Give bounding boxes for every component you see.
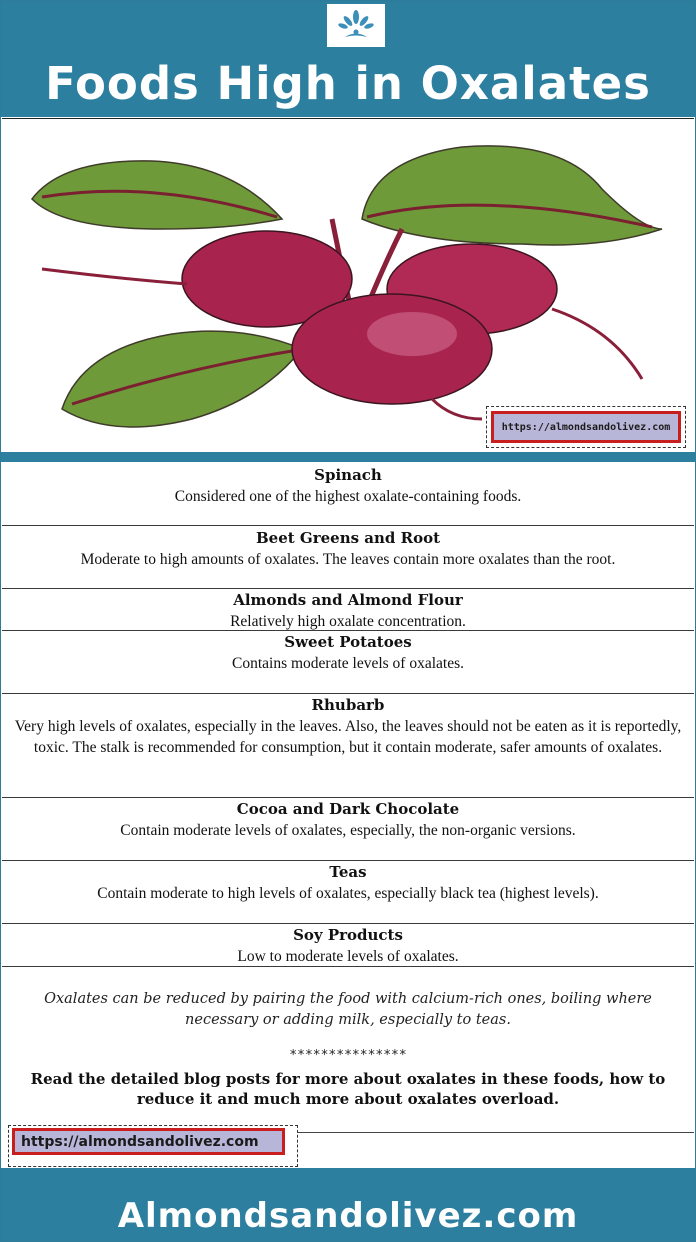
item-name: Beet Greens and Root bbox=[255, 529, 441, 547]
notes-section bbox=[2, 979, 694, 1109]
url-row bbox=[8, 1125, 694, 1165]
list-item-beet bbox=[2, 526, 694, 589]
url-badge-bottom-inner bbox=[12, 1128, 285, 1155]
list-item-cocoa bbox=[2, 798, 694, 861]
list-item-spinach bbox=[2, 462, 694, 526]
item-desc: Relatively high oxalate concentration. bbox=[230, 613, 466, 630]
item-desc: Contain moderate to high levels of oxalates, especially black tea (highest levels). bbox=[97, 885, 599, 902]
list-item-soy bbox=[2, 924, 694, 967]
footer-site-name[interactable]: Almondsandolivez.com bbox=[117, 1196, 579, 1236]
item-name: Teas bbox=[329, 863, 367, 881]
item-name: Almonds and Almond Flour bbox=[233, 591, 463, 609]
list-item-teas bbox=[2, 861, 694, 924]
item-desc: Very high levels of oxalates, especially in the leaves. Also, the leaves should not be eaten as it is reportedly, toxic. The stalk is recommended for consumption, but it contain moderate, safer amounts of oxalates. bbox=[14, 718, 682, 756]
item-desc: Low to moderate levels of oxalates. bbox=[237, 948, 459, 965]
food-list bbox=[2, 462, 694, 967]
url-badge-top-inner bbox=[491, 411, 681, 443]
item-name: Rhubarb bbox=[311, 696, 385, 714]
footer-banner bbox=[1, 1168, 695, 1241]
url-row-divider bbox=[298, 1132, 694, 1133]
list-item-almonds bbox=[2, 589, 694, 631]
item-name: Spinach bbox=[314, 466, 382, 484]
item-name: Sweet Potatoes bbox=[284, 633, 412, 651]
url-badge-bottom[interactable] bbox=[8, 1125, 298, 1167]
stars-divider: *************** bbox=[289, 1048, 407, 1063]
url-badge-top-text: https://almondsandolivez.com bbox=[501, 421, 671, 433]
reduction-tip: Oxalates can be reduced by pairing the food with calcium-rich ones, boiling where necessary or adding milk, especially to teas. bbox=[44, 991, 652, 1028]
header-banner bbox=[1, 1, 695, 117]
blog-cta: Read the detailed blog posts for more about oxalates in these foods, how to reduce it and much more about oxalates overload. bbox=[30, 1070, 666, 1108]
lotus-leaf-icon bbox=[327, 4, 385, 47]
item-name: Soy Products bbox=[293, 926, 403, 944]
hero-image bbox=[2, 118, 694, 453]
url-badge-top[interactable] bbox=[486, 406, 686, 448]
item-name: Cocoa and Dark Chocolate bbox=[236, 800, 460, 818]
item-desc: Considered one of the highest oxalate-containing foods. bbox=[174, 488, 522, 505]
url-badge-bottom-text: https://almondsandolivez.com bbox=[21, 1133, 259, 1150]
item-desc: Contain moderate levels of oxalates, especially, the non-organic versions. bbox=[120, 822, 576, 839]
list-item-sweet-potatoes bbox=[2, 631, 694, 694]
section-divider bbox=[1, 452, 695, 462]
page-title: Foods High in Oxalates bbox=[45, 57, 651, 110]
item-desc: Moderate to high amounts of oxalates. The leaves contain more oxalates than the root. bbox=[80, 551, 616, 568]
item-desc: Contains moderate levels of oxalates. bbox=[231, 655, 464, 672]
beetroot-illustration bbox=[2, 119, 694, 452]
logo bbox=[327, 4, 385, 47]
list-item-rhubarb bbox=[2, 694, 694, 798]
